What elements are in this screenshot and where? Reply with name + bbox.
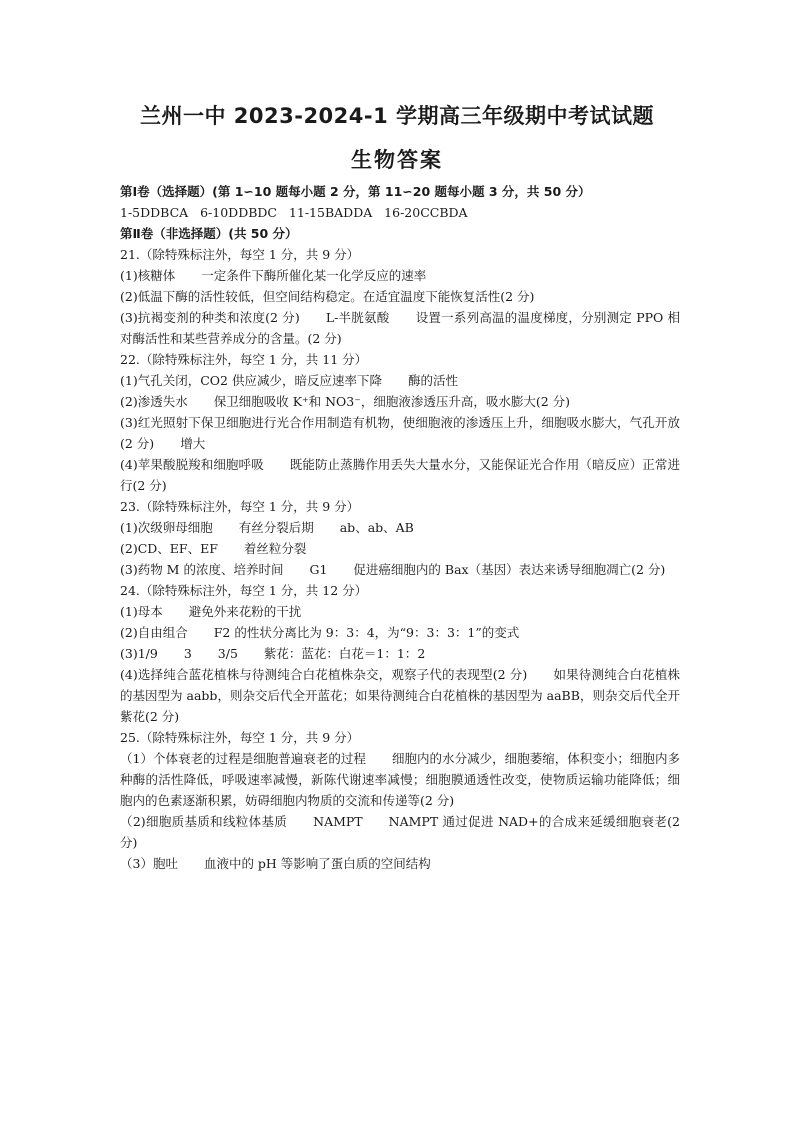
q24-line4 xyxy=(120,664,680,727)
q24-answer-2b: F2 的性状分离比为 9：3：4，为“9：3：3：1”的变式 xyxy=(213,625,520,640)
q24-header: 24.（除特殊标注外，每空 1 分，共 12 分） xyxy=(120,583,368,598)
q22-answer-2a: (2)渗透失水 xyxy=(120,394,188,409)
q24-line1 xyxy=(120,601,680,622)
part1-answers: 1-5DDBCA 6-10DDBDC 11-15BADDA 16-20CCBDA xyxy=(120,205,468,220)
q22-line3 xyxy=(120,412,680,454)
answer-body xyxy=(120,181,680,874)
q24-answer-1b: 避免外来花粉的干扰 xyxy=(188,604,302,619)
q25-line3 xyxy=(120,853,680,874)
document-subtitle: 生物答案 xyxy=(351,148,443,172)
q21-line1 xyxy=(120,265,680,286)
q23-answer-1c: ab、ab、AB xyxy=(339,520,414,535)
q21-line2: (2)低温下酶的活性较低，但空间结构稳定。在适宜温度下能恢复活性(2 分) xyxy=(120,289,535,304)
q22-answer-3a: (3)红光照射下保卫细胞进行光合作用制造有机物，使细胞液的渗透压上升，细胞吸水膨大，气孔开放(2 分) xyxy=(120,415,680,451)
q21-header: 21.（除特殊标注外，每空 1 分，共 9 分） xyxy=(120,247,360,262)
part2-heading: 第Ⅱ卷（非选择题）(共 50 分） xyxy=(120,226,298,241)
q22-answer-4b: 既能防止蒸腾作用丢失大量水分，又能保证光合作用（暗反应）正常进行(2 分) xyxy=(120,457,680,493)
q23-answer-3b: G1 xyxy=(309,562,328,577)
q25-line2 xyxy=(120,811,680,853)
q25-answer-3b: 血液中的 pH 等影响了蛋白质的空间结构 xyxy=(203,856,431,871)
q22-header: 22.（除特殊标注外，每空 1 分，共 11 分） xyxy=(120,352,368,367)
q21-answer-3c: 设置一系列高温的温度梯度，分别测定 PPO 相对酶活性和某些营养成分的含量。(2 分) xyxy=(120,310,680,346)
q23-line3 xyxy=(120,559,680,580)
q22-answer-2b: 保卫细胞吸收 K⁺和 NO3⁻，细胞液渗透压升高，吸水膨大(2 分) xyxy=(213,394,571,409)
q21-answer-1b: 一定条件下酶所催化某一化学反应的速率 xyxy=(201,268,427,283)
q24-answer-2a: (2)自由组合 xyxy=(120,625,188,640)
q23-answer-1a: (1)次级卵母细胞 xyxy=(120,520,213,535)
q21-answer-3a: (3)抗褐变剂的种类和浓度(2 分) xyxy=(120,310,300,325)
q24-answer-1a: (1)母本 xyxy=(120,604,163,619)
q25-answer-2a: （2)细胞质基质和线粒体基质 xyxy=(120,814,288,829)
q23-answer-2b: 着丝粒分裂 xyxy=(243,541,307,556)
document-title: 兰州一中 2023-2024-1 学期高三年级期中考试试题 xyxy=(139,104,655,128)
q25-answer-2b: NAMPT xyxy=(313,814,363,829)
q25-answer-3a: （3）胞吐 xyxy=(120,856,178,871)
q25-header: 25.（除特殊标注外，每空 1 分，共 9 分） xyxy=(120,730,360,745)
q24-line3 xyxy=(120,643,680,664)
q24-line2 xyxy=(120,622,680,643)
q22-answer-4a: (4)苹果酸脱羧和细胞呼吸 xyxy=(120,457,264,472)
q24-answer-3a: (3)1/9 xyxy=(120,646,158,661)
q23-line1 xyxy=(120,517,680,538)
q23-answer-2a: (2)CD、EF、EF xyxy=(120,541,218,556)
q22-line2 xyxy=(120,391,680,412)
q23-answer-3c: 促进癌细胞内的 Bax（基因）表达来诱导细胞凋亡(2 分) xyxy=(353,562,666,577)
q21-answer-1a: (1)核糖体 xyxy=(120,268,176,283)
q22-answer-3b: 增大 xyxy=(180,436,206,451)
q21-answer-3b: L-半胱氨酸 xyxy=(325,310,390,325)
q24-answer-4b: 如果待测纯合白花植株的基因型为 aabb，则杂交后代全开蓝花；如果待测纯合白花植株的基因型为 aaBB，则杂交后代全开紫花(2 分) xyxy=(120,667,680,724)
q24-answer-3c: 3/5 xyxy=(217,646,238,661)
q23-header: 23.（除特殊标注外，每空 1 分，共 9 分） xyxy=(120,499,360,514)
q25-answer-1a: （1）个体衰老的过程是细胞普遍衰老的过程 xyxy=(120,751,366,766)
q21-line3 xyxy=(120,307,680,349)
q22-answer-1b: 酶的活性 xyxy=(407,373,458,388)
q24-answer-3d: 紫花：蓝花：白花＝1：1：2 xyxy=(263,646,426,661)
q23-line2 xyxy=(120,538,680,559)
q25-line1 xyxy=(120,748,680,811)
q24-answer-4a: (4)选择纯合蓝花植株与待测纯合白花植株杂交，观察子代的表现型(2 分) xyxy=(120,667,528,682)
q23-answer-3a: (3)药物 M 的浓度、培养时间 xyxy=(120,562,284,577)
q25-answer-2c: NAMPT 通过促进 NAD+的合成来延缓细胞衰老(2 分) xyxy=(120,814,680,850)
q24-answer-3b: 3 xyxy=(183,646,192,661)
q23-answer-1b: 有丝分裂后期 xyxy=(238,520,314,535)
part1-heading: 第Ⅰ卷（选择题）(第 1∽10 题每小题 2 分，第 11∽20 题每小题 3 分，共 50 分） xyxy=(120,184,591,199)
q22-answer-1a: (1)气孔关闭，CO2 供应减少，暗反应速率下降 xyxy=(120,373,382,388)
q25-answer-1b: 细胞内的水分减少，细胞萎缩，体积变小；细胞内多种酶的活性降低，呼吸速率减慢，新陈代谢速率减慢；细胞膜通透性改变，使物质运输功能降低；细胞内的色素逐渐积累，妨碍细胞内物质的交流和传递等(2 分) xyxy=(120,751,680,808)
q22-line1 xyxy=(120,370,680,391)
q22-line4 xyxy=(120,454,680,496)
